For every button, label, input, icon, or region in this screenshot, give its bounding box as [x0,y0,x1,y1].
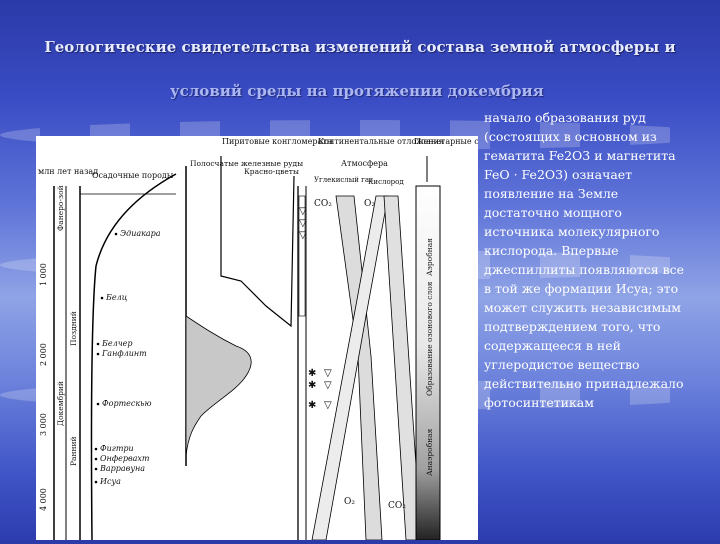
header-planetary: Планетарные с [414,137,478,146]
header-o2: Кислород [368,178,404,186]
tick-1000: 1 000 [39,263,48,286]
formation-ediacara: Эдиакара [120,229,161,238]
label-anaerobic: Анаэробная [425,428,434,476]
header-atmosphere: Атмосфера [341,159,388,168]
slide-subtitle: условий среды на протяжении докембрия [170,82,544,100]
era-early: Ранний [69,436,78,466]
diagram-svg [36,136,478,540]
header-sediments: Осадочные породы [92,171,174,180]
o2-bottom-label: O₂ [344,497,355,507]
header-time: млн лет назад [38,167,99,176]
era-phanerozoic: Фанеро-зой [56,185,65,231]
tick-2000: 2 000 [39,343,48,366]
formation-figtree: Фигтри [100,444,134,453]
svg-text:▽: ▽ [324,400,332,411]
svg-text:▽: ▽ [299,206,307,217]
svg-text:✱: ✱ [308,368,317,379]
svg-text:✱: ✱ [308,400,317,411]
co2-bottom-label: CO₂ [388,501,406,511]
header-banded: Полосчатые железные руды [190,159,304,168]
header-redbeds: Красно-цветы [244,167,299,176]
label-ozone: Образование озонового слоя [425,281,434,396]
svg-text:▽: ▽ [299,230,307,241]
pyrite-boundary [221,156,294,326]
svg-text:▽: ▽ [324,368,332,379]
header-continental: Континентальные отложения [318,137,445,146]
slide-title: Геологические свидетельства изменений состава земной атмосферы и [44,38,676,56]
co2-label: CO₂ [314,199,332,209]
banded-iron-shape [186,316,251,456]
svg-text:▽: ▽ [299,218,307,229]
tick-4000: 4 000 [39,488,48,511]
svg-text:✱: ✱ [308,380,317,391]
formation-fortescue: Фортескью [102,399,152,408]
tick-3000: 3 000 [39,413,48,436]
explanation-text: начало образования руд (состоящих в основном из гематита Fe2O3 и магнетита FeO · Fe2O3) означает появление на Земле достаточно мощного источника молекулярного кислорода. Впервые джеспиллиты появляются все в той же формации Исуа; это может служить независимым подтверждением того, что содержащееся в ней углеродистое вещество действительно принадлежало фотосинтетикам [484,110,685,410]
geologic-diagram [36,136,478,540]
formation-isua: Исуа [100,477,121,486]
formation-belt: Белц [106,293,128,302]
o2-label: O₂ [364,199,375,209]
era-precambrian: Докембрий [56,381,65,426]
era-late: Поздний [69,311,78,346]
header-co2: Углекислый газ [314,176,373,184]
header-pyrite: Пиритовые конгломераты [222,137,334,146]
formation-onverwacht: Онфервахт [100,454,150,463]
formation-warrawoona: Варравуна [100,464,145,473]
formation-gunflint: Ганфлинт [102,349,147,358]
formation-belcher: Белчер [102,339,133,348]
label-aerobic: Аэробная [425,238,434,276]
svg-text:▽: ▽ [324,380,332,391]
